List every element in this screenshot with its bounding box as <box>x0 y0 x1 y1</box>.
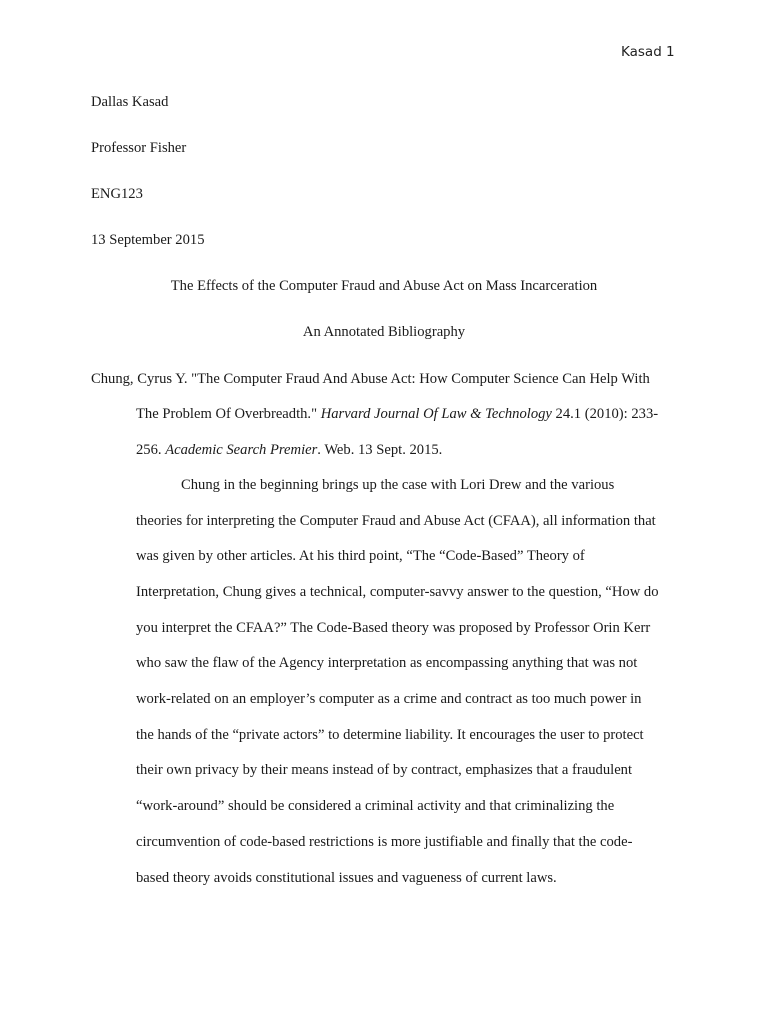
annotation-line: their own privacy by their means instead of by contract, emphasizes that a fraudulent <box>136 762 633 778</box>
citation-access: . Web. 13 Sept. 2015. <box>317 442 443 458</box>
annotation-line: Chung in the beginning brings up the case with Lori Drew and the various <box>181 477 615 493</box>
annotation-line: circumvention of code-based restrictions is more justifiable and finally that the code- <box>136 834 633 850</box>
citation-database: Academic Search Premier <box>165 442 318 458</box>
annotation-line: Interpretation, Chung gives a technical, computer-savvy answer to the question, “How do <box>136 584 659 600</box>
annotation-line: the hands of the “private actors” to determine liability. It encourages the user to protect <box>136 727 644 743</box>
citation-volume: 24.1 (2010): 233- <box>551 406 659 422</box>
annotation-line: you interpret the CFAA?” The Code-Based theory was proposed by Professor Orin Kerr <box>136 620 651 636</box>
instructor-name: Professor Fisher <box>91 140 187 156</box>
course-code: ENG123 <box>91 186 143 202</box>
annotation-line: work-related on an employer’s computer as a crime and contract as too much power in <box>136 691 642 707</box>
document-date: 13 September 2015 <box>91 232 205 248</box>
paper-subtitle: An Annotated Bibliography <box>302 324 466 340</box>
citation-line-1: Chung, Cyrus Y. "The Computer Fraud And Abuse Act: How Computer Science Can Help With <box>91 371 650 387</box>
annotation-line: was given by other articles. At his third point, “The “Code-Based” Theory of <box>136 548 585 564</box>
annotation-line: “work-around” should be considered a criminal activity and that criminalizing the <box>136 798 615 814</box>
annotation-line: who saw the flaw of the Agency interpretation as encompassing anything that was not <box>136 655 638 671</box>
citation-article-end: The Problem Of Overbreadth." <box>136 406 321 422</box>
running-head: Kasad 1 <box>621 44 675 60</box>
paper-title: The Effects of the Computer Fraud and Abuse Act on Mass Incarceration <box>170 278 598 294</box>
annotation-line: based theory avoids constitutional issues and vagueness of current laws. <box>136 870 557 886</box>
citation-pages: 256. <box>136 442 166 458</box>
citation-line-2 <box>136 407 658 422</box>
student-name: Dallas Kasad <box>91 94 169 110</box>
citation-journal: Harvard Journal Of Law & Technology <box>320 406 552 422</box>
citation-line-3 <box>136 443 442 458</box>
annotation-line: theories for interpreting the Computer Fraud and Abuse Act (CFAA), all information that <box>136 513 656 529</box>
